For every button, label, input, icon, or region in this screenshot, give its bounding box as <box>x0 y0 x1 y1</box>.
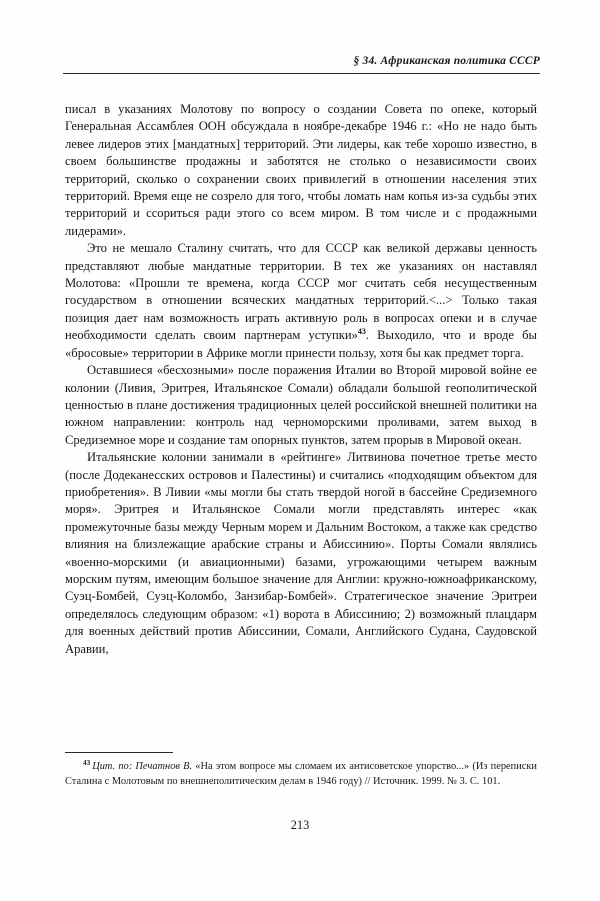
footnote-block <box>65 752 537 789</box>
body-text <box>65 101 537 658</box>
footnote-citation-rest: «На этом вопросе мы сломаем их антисоветское упорство...» (Из переписки Сталина с Молотовым по внешнеполитическим делам в 1946 году) // Источник. 1999. № 3. С. 101. <box>65 761 537 787</box>
header-rule <box>63 73 540 74</box>
paragraph-2-main: Это не мешало Сталину считать, что для СССР как великой державы ценность представляют любые мандатные территории. В тех же указаниях он наставлял Молотова: «Прошли те времена, когда СССР мог считать себя несущественным государством в отношении всяческих мандатных территорий.<...> Только такая позиция дает нам возможность играть активную роль в вопросах опеки и в случае необходимости сделать своим партнерам уступки» <box>65 241 537 343</box>
footnote-separator-rule <box>65 752 173 753</box>
paragraph-2 <box>65 240 537 362</box>
page-header <box>63 55 540 74</box>
paragraph-2-tail: . Выходило, что и вроде бы «бросовые» территории в Африке могли принести пользу, хотя бы как предмет торга. <box>65 328 537 360</box>
footnote-reference-43[interactable]: 43 <box>357 327 366 337</box>
paragraph-1: писал в указаниях Молотову по вопросу о создании Совета по опеке, который Генеральная Ассамблея ООН обсуждала в ноябре-декабре 1946 г.: «Но не надо быть левее лидеров этих [мандатных] территорий. Эти лидеры, как тебе хорошо известно, в своем большинстве продажны и заботятся не столько о независимости своих территорий, сколько о сохранении своих привилегий в отношении населения этих территорий. Время еще не созрело для того, чтобы ломать нам копья из-за судьбы этих территорий и ссориться ради этого со всем миром. В том числе и с продажными лидерами». <box>65 102 537 238</box>
page-number: 213 <box>290 818 310 832</box>
paragraph-3: Оставшиеся «бесхозными» после поражения Италии во Второй мировой войне ее колонии (Ливия, Эритрея, Итальянское Сомали) обладали большой геополитической ценностью в плане достижения традиционных целей российской внешней политики на южном направлении: контроль над черноморскими проливами, затем выход в Средиземное море и создание там опорных пунктов, затем прорыв в Мировой океан. <box>65 363 537 447</box>
footnote-citation-author: Цит. по: Печатнов В. <box>92 761 193 772</box>
footnote-43 <box>65 760 537 789</box>
footnote-number: 43 <box>83 758 91 767</box>
running-head: § 34. Африканская политика СССР <box>353 55 540 67</box>
paragraph-4: Итальянские колонии занимали в «рейтинге» Литвинова почетное третье место (после Додеканесских островов и Палестины) и считались «подходящим объектом для приобретения». В Ливии «мы могли бы стать твердой ногой в бассейне Средиземного моря». Эритрея и Итальянское Сомали могли представлять интерес «как промежуточные базы между Черным морем и Дальним Востоком, а также как средство влияния на близлежащие арабские страны и Абиссинию». Порты Сомали являлись «военно-морскими (и авиационными) базами, угрожающими четырем важным морским путям, имеющим большое значение для Англии: кружно-южноафриканскому, Суэц-Бомбей, Суэц-Коломбо, Занзибар-Бомбей». Стратегическое значение Эритреи определялось следующим образом: «1) ворота в Абиссинию; 2) возможный плацдарм для военных действий против Абиссинии, Сомали, Английского Судана, Саудовской Аравии, <box>65 450 537 656</box>
